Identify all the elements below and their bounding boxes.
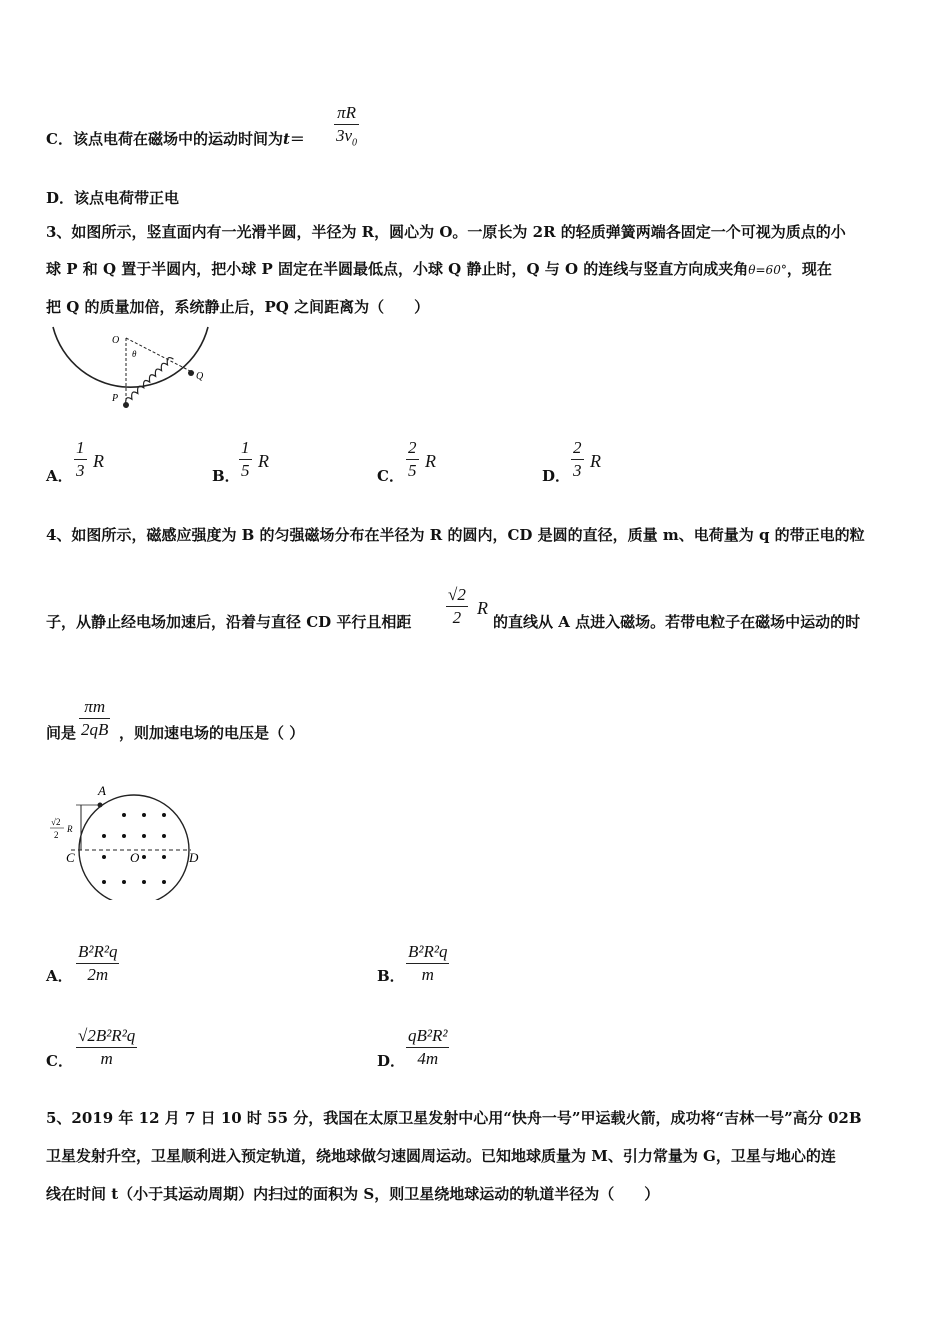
q3-line-2a: 球 P 和 Q 置于半圆内，把小球 P 固定在半圆最低点，小球 Q 静止时，Q 与 O 的连线与竖直方向成夹角 bbox=[46, 260, 749, 278]
q4-option-a-label: A． bbox=[46, 967, 73, 985]
q3-label-theta: θ bbox=[132, 349, 137, 359]
q3-option-b-label: B． bbox=[212, 467, 240, 485]
q3-theta: θ=60° bbox=[748, 263, 787, 277]
q3-option-a-unit: R bbox=[93, 451, 104, 471]
q3-option-d-unit: R bbox=[590, 451, 601, 471]
q3-line-2b: ，现在 bbox=[786, 260, 832, 278]
q4-option-b-fraction: B²R²q m bbox=[408, 942, 448, 984]
q4-option-b-label: B． bbox=[377, 967, 405, 985]
q2-option-c-text: 该点电荷在磁场中的运动时间为 bbox=[72, 130, 283, 148]
q2-option-c-fraction bbox=[334, 103, 359, 148]
q5-line-1: 5、2019 年 12 月 7 日 10 时 55 分，我国在太原卫星发射中心用“快舟一号”甲运载火箭，成功将“吉林一号”高分 02B bbox=[46, 1109, 862, 1127]
q4-label-c: C bbox=[66, 850, 75, 865]
q4-label-d: D bbox=[189, 850, 199, 865]
q3-option-a-label: A． bbox=[46, 467, 73, 485]
q4-label-o: O bbox=[130, 850, 140, 865]
q4-line-2a: 子，从静止经电场加速后，沿着与直径 CD 平行且相距 bbox=[46, 613, 412, 631]
q2-option-c-den: 3v bbox=[336, 126, 353, 145]
q3-option-a-fraction: 1 3 bbox=[76, 438, 85, 480]
q4-line-1: 4、如图所示，磁感应强度为 B 的匀强磁场分布在半径为 R 的圆内，CD 是圆的直径，质量 m、电荷量为 q 的带正电的粒 bbox=[46, 526, 865, 544]
q2-option-d bbox=[46, 187, 179, 208]
q3-label-p: P bbox=[112, 393, 119, 404]
q3-label-q: Q bbox=[196, 371, 204, 382]
q4-figure bbox=[46, 780, 216, 900]
q2-option-c-label: C． bbox=[46, 130, 73, 148]
q2-option-c bbox=[46, 128, 305, 149]
q3-option-d-label: D． bbox=[542, 467, 571, 485]
q2-option-c-eq: ＝ bbox=[289, 130, 305, 148]
q3-option-c-label: C． bbox=[377, 467, 404, 485]
q3-ball-q bbox=[188, 370, 194, 376]
q5-line-3: 线在时间 t（小于其运动周期）内扫过的面积为 S，则卫星绕地球运动的轨道半径为（ ） bbox=[46, 1185, 660, 1203]
q3-label-o: O bbox=[112, 335, 120, 346]
q4-option-a-fraction: B²R²q 2m bbox=[78, 942, 118, 984]
q4-line-3a: 间是 bbox=[46, 724, 77, 742]
q3-ball-p bbox=[123, 402, 129, 408]
q3-semicircle bbox=[53, 327, 208, 387]
q3-option-d-fraction: 2 3 bbox=[573, 438, 582, 480]
q3-option-b-unit: R bbox=[258, 451, 269, 471]
q2-option-d-label: D． bbox=[46, 189, 75, 207]
q4-option-d-label: D． bbox=[377, 1052, 406, 1070]
q4-label-a: A bbox=[98, 783, 106, 798]
q4-line-2-fraction: √2 2 bbox=[448, 585, 466, 627]
q3-line-3: 把 Q 的质量加倍，系统静止后，PQ 之间距离为（ ） bbox=[46, 298, 430, 316]
q3-option-c-fraction: 2 5 bbox=[408, 438, 417, 480]
q5-line-2: 卫星发射升空，卫星顺利进入预定轨道，绕地球做匀速圆周运动。已知地球质量为 M、引力常量为 G，卫星与地心的连 bbox=[46, 1147, 836, 1165]
q4-label-dist-unit: R bbox=[67, 824, 73, 834]
q4-option-c-label: C． bbox=[46, 1052, 73, 1070]
q4-line-3b: ，则加速电场的电压是（ ） bbox=[119, 724, 305, 742]
q4-line-3-fraction: πm 2qB bbox=[81, 697, 109, 739]
q3-figure bbox=[48, 325, 218, 415]
q3-option-c-unit: R bbox=[425, 451, 436, 471]
q4-label-dist-num: √2 bbox=[51, 817, 61, 827]
q4-point-a bbox=[98, 803, 103, 808]
q2-option-d-text: 该点电荷带正电 bbox=[74, 189, 180, 207]
q2-option-c-var: t bbox=[282, 130, 290, 148]
q4-line-2-unit: R bbox=[477, 598, 488, 618]
q2-option-c-den-sub: 0 bbox=[352, 137, 358, 149]
q3-option-b-fraction: 1 5 bbox=[241, 438, 250, 480]
q4-label-dist-den: 2 bbox=[54, 830, 59, 840]
q3-line-2 bbox=[46, 258, 832, 279]
q4-line-2b: 的直线从 A 点进入磁场。若带电粒子在磁场中运动的时 bbox=[493, 613, 861, 631]
q2-option-c-num: πR bbox=[337, 103, 356, 122]
q4-field-dots bbox=[102, 813, 166, 884]
q3-line-1: 3、如图所示，竖直面内有一光滑半圆，半径为 R，圆心为 O。一原长为 2R 的轻质弹簧两端各固定一个可视为质点的小 bbox=[46, 223, 846, 241]
q4-option-c-fraction: √2B²R²q m bbox=[78, 1026, 136, 1068]
q4-circle bbox=[79, 795, 189, 900]
q4-option-d-fraction: qB²R² 4m bbox=[408, 1026, 448, 1068]
